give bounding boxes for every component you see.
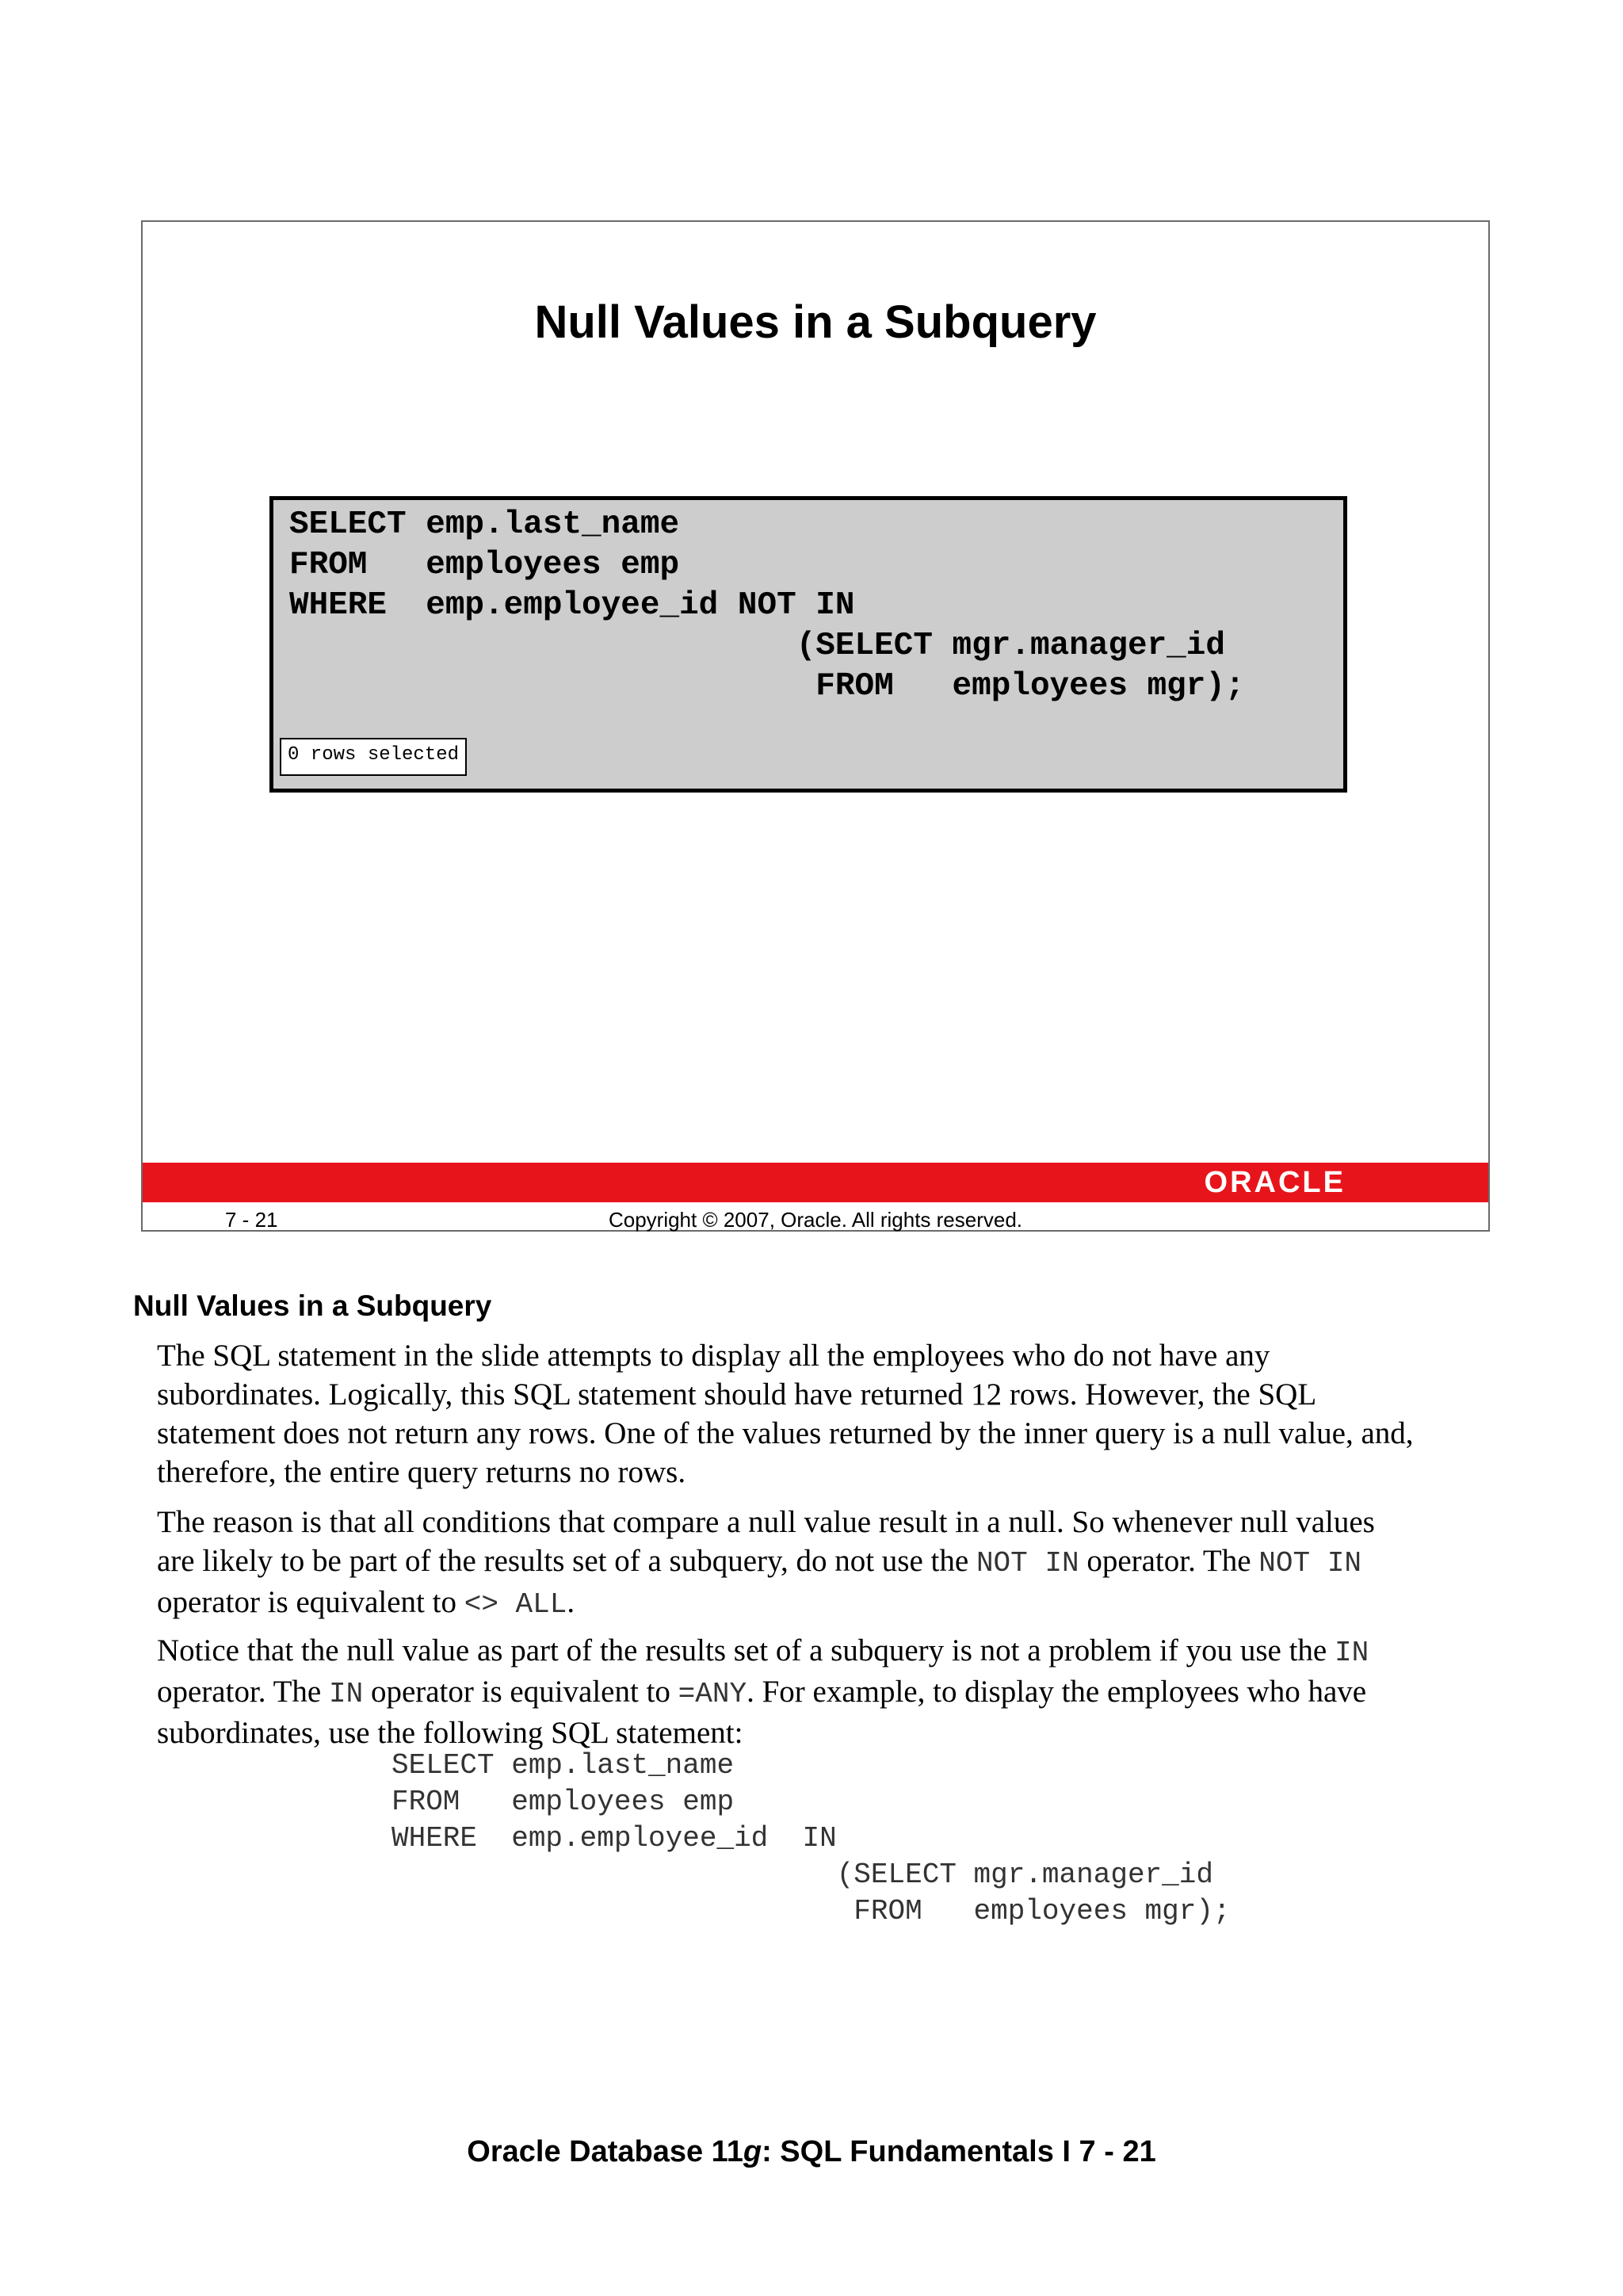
notes-paragraph-2 bbox=[157, 1503, 1504, 1624]
text-line: subordinates, use the following SQL statement: bbox=[157, 1716, 743, 1750]
slide-title: Null Values in a Subquery bbox=[534, 296, 1097, 348]
slide-copyright: Copyright © 2007, Oracle. All rights reserved. bbox=[608, 1208, 1023, 1232]
inline-code: =ANY bbox=[678, 1678, 747, 1710]
text-span: operator is equivalent to bbox=[157, 1585, 464, 1619]
code-line: SELECT emp.last_name bbox=[289, 506, 680, 543]
text-line bbox=[157, 1541, 1504, 1583]
code-line: (SELECT mgr.manager_id bbox=[289, 628, 1225, 664]
text-line: The SQL statement in the slide attempts to display all the employees who do not have any bbox=[157, 1339, 1270, 1373]
inline-code: IN bbox=[1334, 1637, 1369, 1669]
result-label: 0 rows selected bbox=[280, 738, 467, 776]
text-line bbox=[157, 1672, 1504, 1713]
code-line: (SELECT mgr.manager_id bbox=[391, 1859, 1213, 1891]
code-line: WHERE emp.employee_id IN bbox=[391, 1822, 837, 1855]
inline-code: <> ALL bbox=[464, 1588, 567, 1621]
text-span: operator is equivalent to bbox=[363, 1675, 678, 1709]
text-span: are likely to be part of the results set of a subquery, do not use the bbox=[157, 1544, 976, 1578]
footer-text: : SQL Fundamentals I 7 - 21 bbox=[762, 2135, 1156, 2168]
text-line: statement does not return any rows. One of the values returned by the inner query is a null value, and, bbox=[157, 1416, 1414, 1450]
text-span: Notice that the null value as part of the results set of a subquery is not a problem if you use the bbox=[157, 1633, 1335, 1668]
text-line: The reason is that all conditions that compare a null value result in a null. So whenever null values bbox=[157, 1505, 1375, 1539]
code-box bbox=[269, 496, 1347, 793]
code-line: FROM employees emp bbox=[289, 547, 680, 583]
text-line bbox=[157, 1631, 1504, 1672]
text-span: operator. The bbox=[157, 1675, 329, 1709]
text-span: . For example, to display the employees who have bbox=[747, 1675, 1367, 1709]
slide-page-number: 7 - 21 bbox=[225, 1208, 278, 1232]
code-line: FROM employees emp bbox=[391, 1786, 735, 1818]
code-line: SELECT emp.last_name bbox=[391, 1749, 735, 1782]
slide bbox=[141, 220, 1490, 1232]
code-line: FROM employees mgr); bbox=[391, 1895, 1231, 1927]
notes-heading: Null Values in a Subquery bbox=[133, 1289, 492, 1322]
text-span: . bbox=[567, 1585, 575, 1619]
text-line: subordinates. Logically, this SQL statement should have returned 12 rows. However, the SQL bbox=[157, 1377, 1317, 1412]
text-line bbox=[157, 1583, 1504, 1624]
footer-text: Oracle Database 11 bbox=[467, 2135, 743, 2168]
footer-italic: g bbox=[743, 2135, 762, 2168]
inline-code: NOT IN bbox=[976, 1547, 1079, 1580]
text-span: operator. The bbox=[1079, 1544, 1259, 1578]
text-line: therefore, the entire query returns no rows. bbox=[157, 1455, 686, 1489]
code-line: WHERE emp.employee_id NOT IN bbox=[289, 587, 855, 624]
red-footer-band bbox=[143, 1163, 1488, 1202]
notes-paragraph-3 bbox=[157, 1631, 1504, 1752]
oracle-logo: ORACLE bbox=[1204, 1166, 1346, 1199]
notes-paragraph-1 bbox=[157, 1336, 1504, 1492]
inline-code: NOT IN bbox=[1258, 1547, 1361, 1580]
code-line: FROM employees mgr); bbox=[289, 668, 1245, 705]
page-footer bbox=[0, 2134, 1623, 2170]
inline-code: IN bbox=[328, 1678, 364, 1710]
